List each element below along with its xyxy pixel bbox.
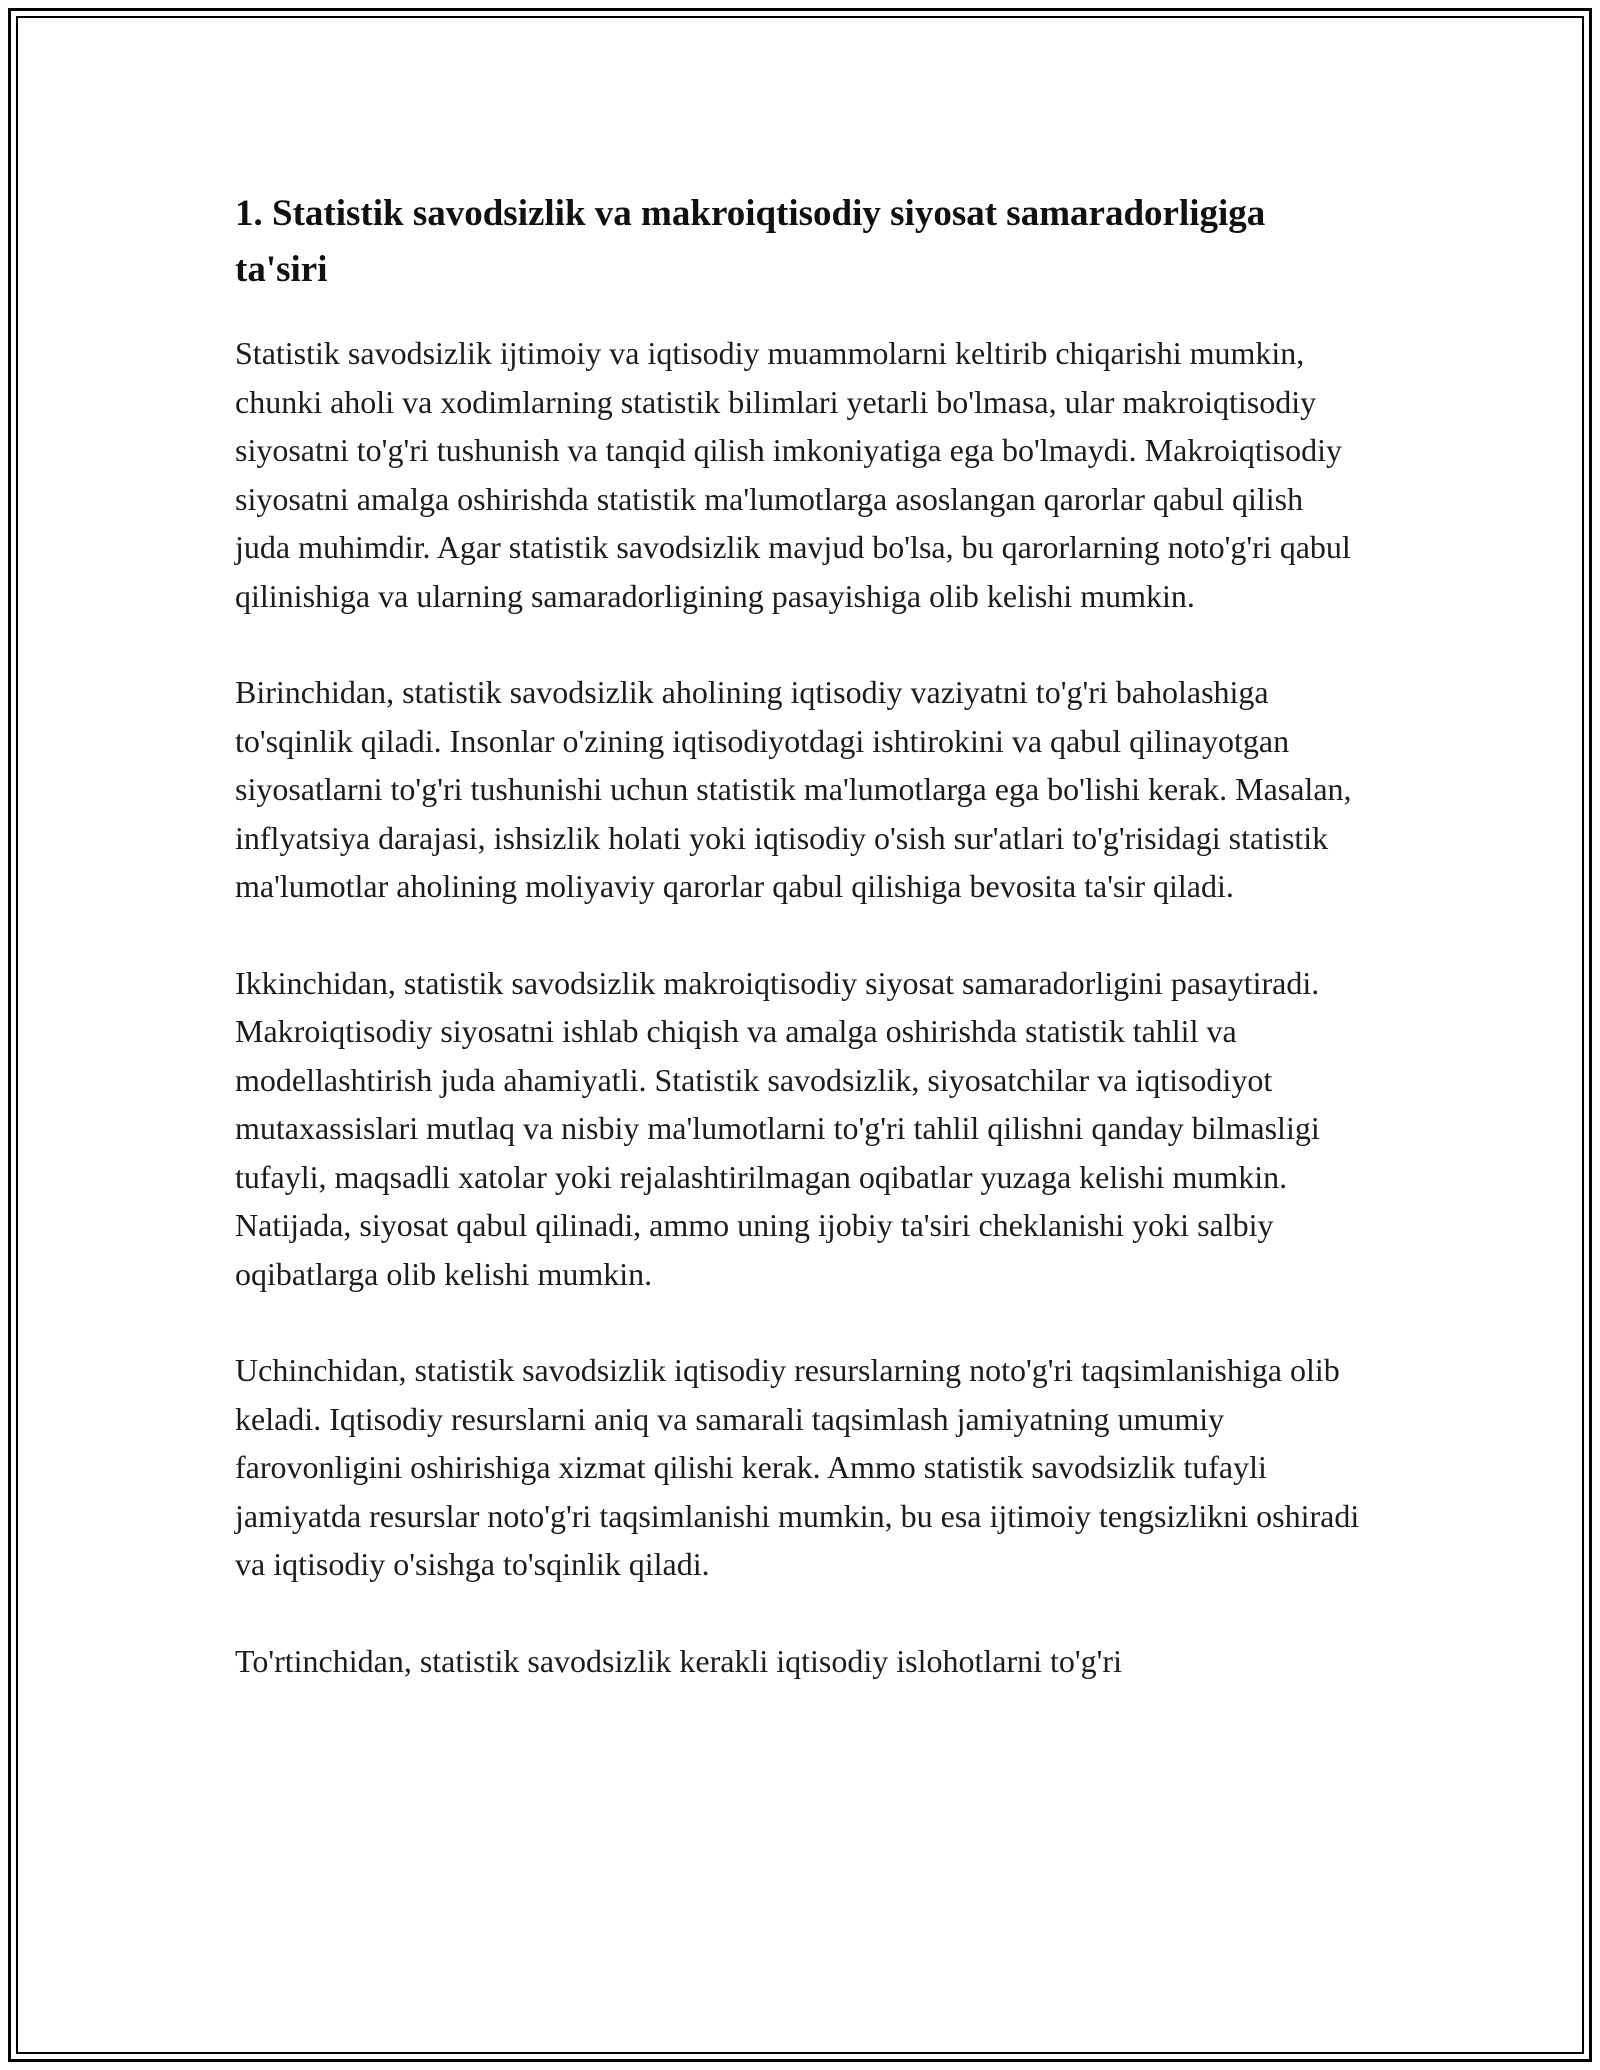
paragraph-second-point: Ikkinchidan, statistik savodsizlik makroiqtisodiy siyosat samaradorligini pasaytiradi. Makroiqtisodiy siyosatni ishlab chiqish va amalga oshirishda statistik tahlil va modellashtirish juda ahamiyatli. Statistik savodsizlik, siyosatchilar va iqtisodiyot mutaxassislari mutlaq va nisbiy ma'lumotlarni to'g'ri tahlil qilishni qanday bilmasligi tufayli, maqsadli xatolar yoki rejalashtirilmagan oqibatlar yuzaga kelishi mumkin. Natijada, siyosat qabul qilinadi, ammo uning ijobiy ta'siri cheklanishi yoki salbiy oqibatlarga olib kelishi mumkin. bbox=[235, 964, 1320, 1292]
paragraph-fourth-point: To'rtinchidan, statistik savodsizlik kerakli iqtisodiy islohotlarni to'g'ri bbox=[235, 1642, 1122, 1679]
paragraph-intro: Statistik savodsizlik ijtimoiy va iqtisodiy muammolarni keltirib chiqarishi mumkin, chunki aholi va xodimlarning statistik bilimlari yetarli bo'lmasa, ular makroiqtisodiy siyosatni to'g'ri tushunish va tanqid qilish imkoniyatiga ega bo'lmaydi. Makroiqtisodiy siyosatni amalga oshirishda statistik ma'lumotlarga asoslangan qarorlar qabul qilish juda muhimdir. Agar statistik savodsizlik mavjud bo'lsa, bu qarorlarning noto'g'ri qabul qilinishiga va ularning samaradorligining pasayishiga olib kelishi mumkin. bbox=[235, 335, 1351, 614]
document-body bbox=[235, 186, 1365, 1733]
section-heading: 1. Statistik savodsizlik va makroiqtisodiy siyosat samaradorligiga ta'siri bbox=[235, 193, 1266, 290]
paragraph-first-point: Birinchidan, statistik savodsizlik aholining iqtisodiy vaziyatni to'g'ri baholashiga to'sqinlik qiladi. Insonlar o'zining iqtisodiyotdagi ishtirokini va qabul qilinayotgan siyosatlarni to'g'ri tushunishi uchun statistik ma'lumotlarga ega bo'lishi kerak. Masalan, inflyatsiya darajasi, ishsizlik holati yoki iqtisodiy o'sish sur'atlari to'g'risidagi statistik ma'lumotlar aholining moliyaviy qarorlar qabul qilishiga bevosita ta'sir qiladi. bbox=[235, 674, 1352, 904]
paragraph-third-point: Uchinchidan, statistik savodsizlik iqtisodiy resurslarning noto'g'ri taqsimlanishiga olib keladi. Iqtisodiy resurslarni aniq va samarali taqsimlash jamiyatning umumiy farovonligini oshirishiga xizmat qilishi kerak. Ammo statistik savodsizlik tufayli jamiyatda resurslar noto'g'ri taqsimlanishi mumkin, bu esa ijtimoiy tengsizlikni oshiradi va iqtisodiy o'sishga to'sqinlik qiladi. bbox=[235, 1352, 1360, 1582]
